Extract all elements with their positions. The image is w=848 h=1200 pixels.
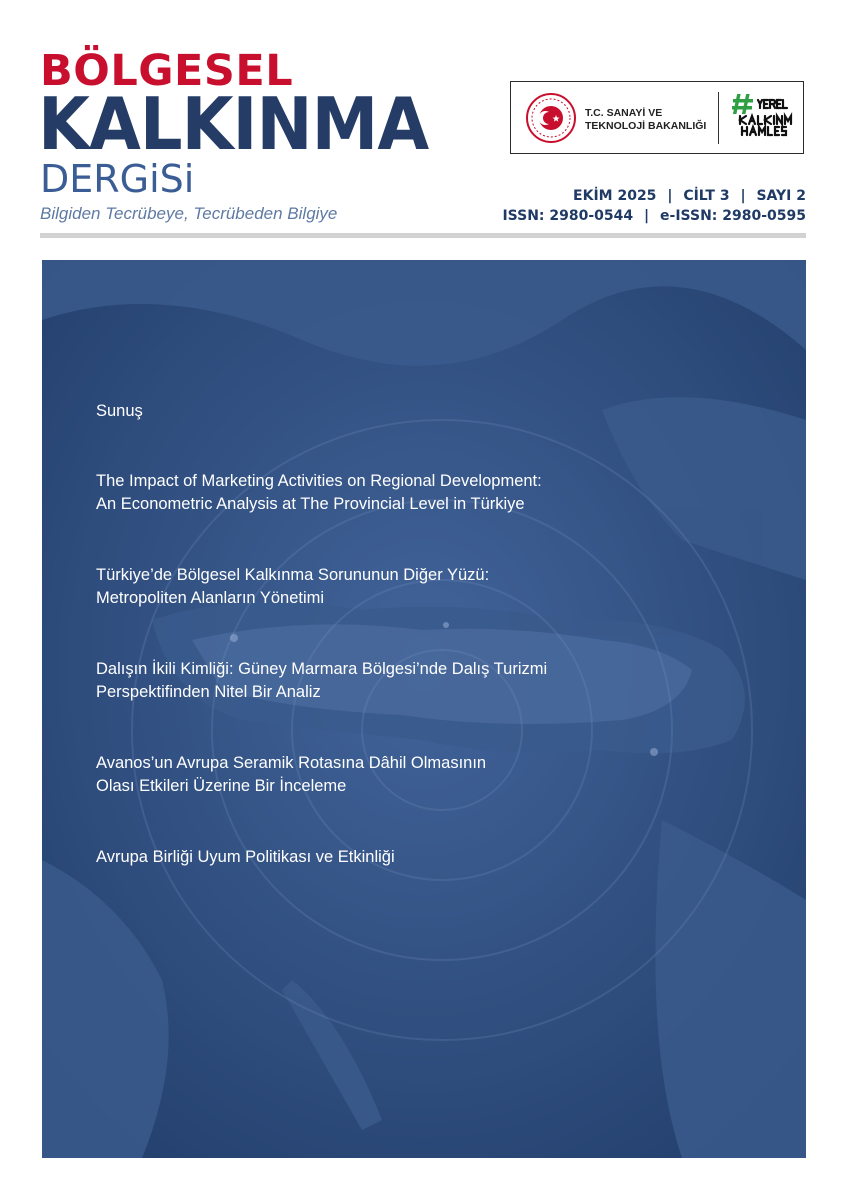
cover-panel	[42, 260, 806, 1158]
toc-item-line-1: Türkiye’de Bölgesel Kalkınma Sorununun Diğer Yüzü:	[96, 566, 490, 584]
ministry-name	[585, 107, 715, 133]
header-divider	[40, 233, 806, 238]
journal-tagline: Bilgiden Tecrübeye, Tecrübeden Bilgiye	[40, 204, 338, 223]
toc-item[interactable]	[96, 564, 756, 610]
cover-background-map	[42, 260, 806, 1158]
issn-info-line	[502, 208, 806, 224]
ministry-seal-icon	[525, 92, 577, 144]
toc-item[interactable]	[96, 658, 756, 704]
issue-separator: |	[740, 188, 746, 204]
toc-item-sunus[interactable]: Sunuş	[96, 402, 143, 420]
issue-number: SAYI 2	[756, 188, 806, 204]
issue-date: EKİM 2025	[573, 188, 657, 204]
toc-item-line-1: Dalışın İkili Kimliği: Güney Marmara Bölgesi’nde Dalış Turizmi	[96, 660, 548, 678]
ministry-name-line-1: T.C. SANAYİ VE	[585, 107, 663, 119]
toc-item[interactable]	[96, 470, 756, 516]
issue-volume: CİLT 3	[683, 188, 730, 204]
issn-separator: |	[644, 208, 650, 224]
toc-item-line-1: Avanos’un Avrupa Seramik Rotasına Dâhil Olmasının	[96, 754, 487, 772]
ministry-name-line-2: TEKNOLOJİ BAKANLIĞI	[585, 120, 707, 133]
toc-item-line-2: Metropoliten Alanların Yönetimi	[96, 589, 325, 607]
toc-item-line-2: An Econometric Analysis at The Provincial Level in Türkiye	[96, 495, 525, 513]
issue-separator: |	[667, 188, 673, 204]
toc-item[interactable]	[96, 752, 756, 798]
toc-item-line-2: Perspektifinden Nitel Bir Analiz	[96, 683, 321, 701]
issn: ISSN: 2980-0544	[502, 208, 634, 224]
journal-title-line-2: KALKINMA	[38, 82, 429, 166]
journal-title-line-3: DERGiSi	[40, 157, 195, 201]
toc-item-line-1: The Impact of Marketing Activities on Regional Development:	[96, 472, 542, 490]
toc-item-line-2: Olası Etkileri Üzerine Bir İnceleme	[96, 777, 347, 795]
ministry-logo-box	[510, 81, 804, 154]
e-issn: e-ISSN: 2980-0595	[660, 208, 806, 224]
yerel-kalkinma-hamlesi-logo	[732, 90, 794, 146]
issue-info-line	[573, 188, 806, 204]
toc-item[interactable]: Avrupa Birliği Uyum Politikası ve Etkinliği	[96, 848, 395, 866]
logo-divider	[718, 92, 719, 144]
journal-title-line-1: BÖLGESEL	[40, 46, 294, 96]
